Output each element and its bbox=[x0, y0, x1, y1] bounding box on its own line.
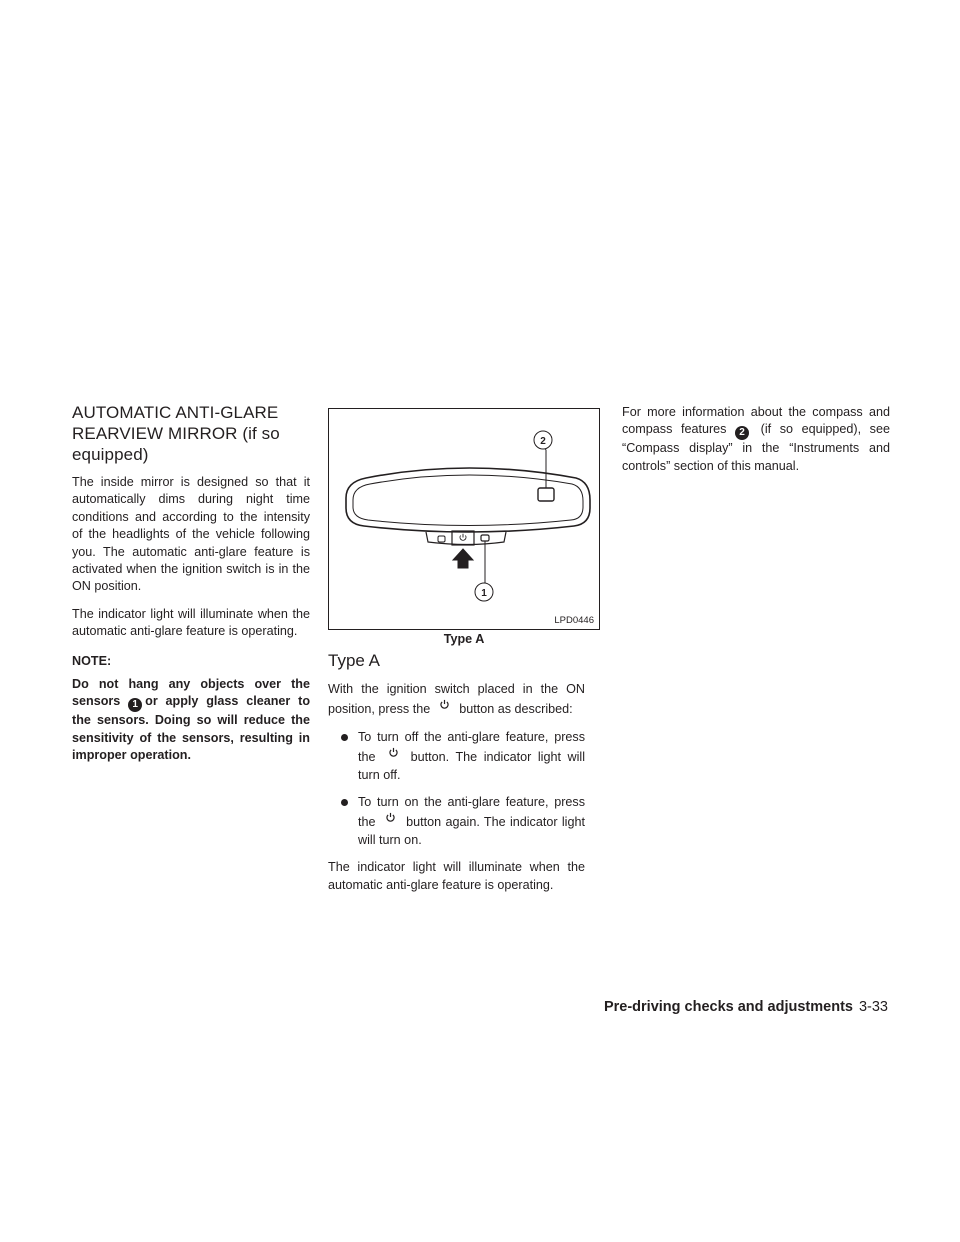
instruction-list bbox=[328, 729, 585, 849]
middle-column bbox=[328, 650, 585, 904]
figure-caption: Type A bbox=[443, 632, 485, 646]
left-column bbox=[72, 402, 310, 765]
list-item-text-pre: To turn off the anti-glare feature, press the bbox=[358, 729, 585, 765]
intro-text-b: button as described: bbox=[459, 702, 573, 717]
compass-text-b: (if so equipped), see “Compass display” in the “Instruments and controls” section of this manual. bbox=[622, 422, 890, 473]
list-item-text-post: button again. The indicator light will turn on. bbox=[358, 815, 585, 847]
heading-line-1: AUTOMATIC ANTI-GLARE bbox=[72, 403, 279, 422]
figure-code: LPD0446 bbox=[554, 615, 594, 626]
bullet-icon bbox=[341, 799, 348, 806]
bullet-icon bbox=[341, 734, 348, 741]
rearview-mirror-figure bbox=[328, 408, 600, 630]
callout-2-marker: 2 bbox=[735, 426, 749, 440]
type-a-intro bbox=[328, 681, 585, 719]
compass-text-a: For more information about the compass and compass features bbox=[622, 405, 890, 437]
list-item bbox=[328, 729, 585, 784]
intro-paragraph: The inside mirror is designed so that it automatically dims during night time conditions and according to the intensity of the headlights of the vehicle following you. The automatic anti-glare feature is activated when the ignition switch is in the ON position. bbox=[72, 475, 310, 594]
heading-line-2: REARVIEW MIRROR (if so equipped) bbox=[72, 424, 280, 464]
list-item-text-post: button. The indicator light will turn off. bbox=[358, 750, 586, 782]
subsection-heading: Type A bbox=[328, 651, 380, 670]
compass-paragraph bbox=[622, 404, 890, 475]
note-text bbox=[72, 676, 310, 765]
intro-text-a: With the ignition switch placed in the ON position, press the bbox=[328, 682, 585, 717]
list-item bbox=[328, 794, 585, 849]
list-item-text-pre: To turn on the anti-glare feature, press the bbox=[358, 795, 585, 830]
figure-frame bbox=[329, 409, 600, 630]
note-label: NOTE: bbox=[72, 653, 112, 668]
power-button-icon bbox=[380, 811, 402, 828]
note-text-a: Do not hang any objects over the sensors bbox=[72, 677, 310, 709]
page-number: 3-33 bbox=[858, 999, 888, 1015]
callout-1-marker: 1 bbox=[128, 698, 142, 712]
power-button-icon bbox=[434, 698, 456, 715]
indicator-paragraph: The indicator light will illuminate when the automatic anti-glare feature is operating. bbox=[72, 606, 310, 639]
power-button-icon bbox=[382, 746, 404, 763]
footer-section-title: Pre-driving checks and adjustments bbox=[603, 999, 853, 1015]
callout-1-label: 1 bbox=[481, 588, 487, 599]
callout-2-label: 2 bbox=[540, 436, 546, 447]
right-column bbox=[622, 404, 890, 485]
closing-paragraph: The indicator light will illuminate when the automatic anti-glare feature is operating. bbox=[328, 860, 585, 892]
page-footer bbox=[604, 999, 888, 1015]
section-heading bbox=[72, 402, 310, 465]
note-text-b: or apply glass cleaner to the sensors. Doing so will reduce the sensitivity of the sensors, resulting in improper operation. bbox=[72, 694, 311, 763]
